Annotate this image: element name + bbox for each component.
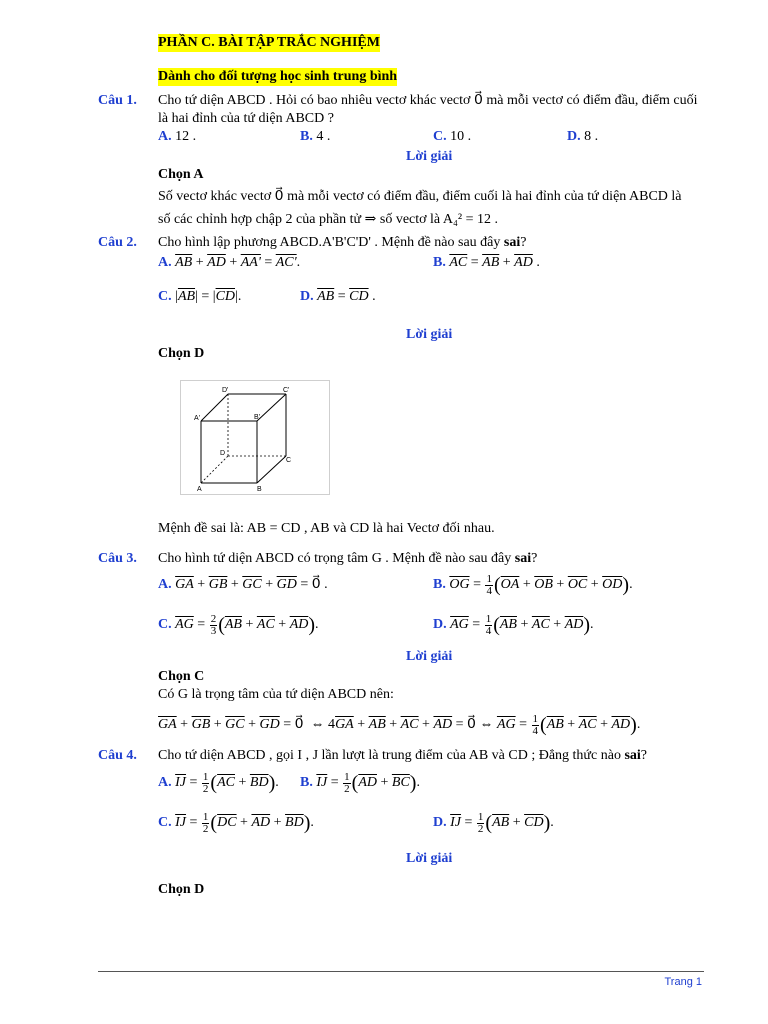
footer-divider xyxy=(98,971,704,972)
q1-choice: Chọn A xyxy=(158,167,204,182)
q1-number: Câu 1. xyxy=(98,93,137,108)
cube-label-a1: A' xyxy=(194,415,201,422)
q2-option-b: B. $\overline{AC} = \overline{AB} + \overline{AD}$ . xyxy=(433,255,540,270)
page-number: Trang 1 xyxy=(664,976,702,988)
section-subheading: Dành cho đối tượng học sinh trung bình xyxy=(158,69,398,84)
q4-option-a: A. $\overline{IJ}$ = $\frac{1}{2}$ $(\overline{AC} + \overline{BD})$. xyxy=(158,770,279,795)
section-heading: PHẦN C. BÀI TẬP TRẮC NGHIỆM xyxy=(158,35,380,50)
q3-stem: Cho hình tứ diện ABCD có trọng tâm G . Mệnh đề nào sau đây sai? xyxy=(158,551,538,566)
q1-solution-label: Lời giải xyxy=(406,149,453,164)
q1-stem-line1: Cho tứ diện ABCD . Hỏi có bao nhiêu vectơ khác vectơ 0⃗ mà mỗi vectơ có điểm đầu, điểm cuối xyxy=(158,93,698,108)
q1-solution-line2: số các chỉnh hợp chập 2 của phần tử ⇒ số vectơ là A₄² = 12 . xyxy=(158,212,498,227)
q4-solution-label: Lời giải xyxy=(406,851,453,866)
q3-option-a: A. $\overline{GA} + \overline{GB} + \overline{GC} + \overline{GD}$ = 0⃗ . xyxy=(158,577,328,592)
q1-option-c: C. 10 . xyxy=(433,129,472,144)
q3-number: Câu 3. xyxy=(98,551,137,566)
q2-option-d: D. $\overline{AB} = \overline{CD}$ . xyxy=(300,289,376,304)
q4-stem: Cho tứ diện ABCD , gọi I , J lần lượt là trung điểm của AB và CD ; Đẳng thức nào sai? xyxy=(158,748,648,763)
cube-label-d1: D' xyxy=(222,387,229,394)
q3-solution-equation: $\overline{GA} + \overline{GB} + \overline{GC} + \overline{GD}$ = 0⃗ ⇔ $4\overline{GA} + \overline{AB} + \overline{AC} + \overline{AD}$ = 0⃗ ⇔ $\overline{AG}$ = $\frac{1}{4}$ $(\overline{AB} + \overline{AC} + \overline{AD})$. xyxy=(158,712,641,737)
q4-option-b: B. $\overline{IJ}$ = $\frac{1}{2}$ $(\overline{AD} + \overline{BC})$. xyxy=(300,770,420,795)
q3-option-d: D. $\overline{AG}$ = $\frac{1}{4}$ $(\overline{AB} + \overline{AC} + \overline{AD})$. xyxy=(433,612,594,637)
q1-stem-line2: là hai đỉnh của tứ diện ABCD ? xyxy=(158,111,334,126)
cube-figure xyxy=(180,380,330,495)
cube-label-b1: B' xyxy=(254,414,261,421)
cube-label-d: D xyxy=(220,450,226,457)
q2-number: Câu 2. xyxy=(98,235,137,250)
q3-choice: Chọn C xyxy=(158,669,205,684)
q1-option-b: B. 4 . xyxy=(300,129,331,144)
cube-label-b: B xyxy=(257,486,262,493)
cube-label-a: A xyxy=(197,486,202,493)
q3-solution-line1: Có G là trọng tâm của tứ diện ABCD nên: xyxy=(158,687,394,702)
q2-option-a: A. $\overline{AB} + \overline{AD} + AA' = AC'$. xyxy=(158,255,301,270)
q1-option-a: A. 12 . xyxy=(158,129,197,144)
q2-choice: Chọn D xyxy=(158,346,205,361)
q4-number: Câu 4. xyxy=(98,748,137,763)
q2-solution-label: Lời giải xyxy=(406,327,453,342)
q3-option-c: C. $\overline{AG}$ = $\frac{2}{3}$ $(\overline{AB} + \overline{AC} + \overline{AD})$. xyxy=(158,612,319,637)
q2-stem: Cho hình lập phương ABCD.A'B'C'D' . Mệnh đề nào sau đây sai? xyxy=(158,235,527,250)
q2-conclusion: Mệnh đề sai là: AB = CD , AB và CD là hai Vectơ đối nhau. xyxy=(158,521,495,536)
q4-choice: Chọn D xyxy=(158,882,205,897)
q1-option-d: D. 8 . xyxy=(567,129,599,144)
q1-solution-line1: Số vectơ khác vectơ 0⃗ mà mỗi vectơ có điểm đầu, điểm cuối là hai đỉnh của tứ diện ABCD là xyxy=(158,189,682,204)
q4-option-c: C. $\overline{IJ}$ = $\frac{1}{2}$ $(\overline{DC} + \overline{AD} + \overline{BD})$. xyxy=(158,810,314,835)
q3-option-b: B. $\overline{OG}$ = $\frac{1}{4}$ $(\overline{OA} + \overline{OB} + \overline{OC} + \overline{OD})$. xyxy=(433,572,633,597)
cube-label-c1: C' xyxy=(283,387,290,394)
q4-option-d: D. $\overline{IJ}$ = $\frac{1}{2}$ $(\overline{AB} + \overline{CD})$. xyxy=(433,810,554,835)
q3-solution-label: Lời giải xyxy=(406,649,453,664)
q2-option-c: C. $|\overline{AB}| = |\overline{CD}|$. xyxy=(158,289,242,304)
cube-label-c: C xyxy=(286,457,292,464)
